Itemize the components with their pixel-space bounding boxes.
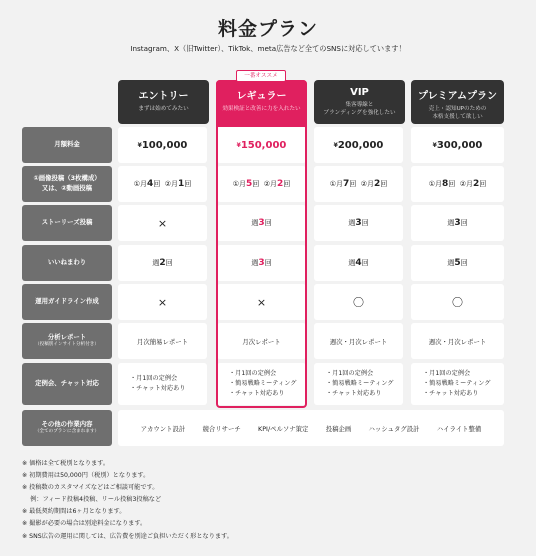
plan-name: レギュラー bbox=[236, 91, 287, 102]
plan-header-premium bbox=[411, 80, 504, 124]
plan-desc: 売上・認知UPのための 本格支援して欲しい bbox=[428, 106, 487, 121]
guideline-cell: × bbox=[217, 284, 306, 320]
plan-name: VIP bbox=[350, 87, 369, 98]
row-label-posts: ①画像投稿（3枚構成） 又は、②動画投稿 bbox=[22, 166, 112, 202]
plan-name: プレミアムプラン bbox=[418, 91, 497, 102]
plan-header-entry bbox=[118, 80, 209, 124]
likes-cell: 週3回 bbox=[217, 245, 306, 281]
guideline-cell: 〇 bbox=[314, 284, 403, 320]
posts-cell: ①月4回 ②月1回 bbox=[118, 166, 207, 202]
other-tasks-box bbox=[118, 410, 504, 446]
row-label-report: 分析レポート （投稿別インサイト分析付き） bbox=[22, 323, 112, 359]
posts-cell: ①月5回 ②月2回 bbox=[217, 166, 306, 202]
meeting-cell: ・月1回の定例会 ・簡易戦略ミーティング ・チャット対応あり bbox=[314, 363, 403, 405]
row-label-likes: いいねまわり bbox=[22, 245, 112, 281]
other-task: 競合リサーチ bbox=[202, 424, 241, 433]
note-line: ※ 投稿数のカスタマイズなどはご相談可能です。 bbox=[22, 484, 159, 492]
note-line: ※ 撮影が必要の場合は別途料金になります。 bbox=[22, 520, 147, 528]
row-label-other: その他の作業内容 （全てのプランに含まれます） bbox=[22, 410, 112, 446]
note-line: ※ SNS広告の運用に関しては、広告費を別途ご負担いただく形となります。 bbox=[22, 532, 233, 540]
note-line: ※ 最低契約期間は6ヶ月となります。 bbox=[22, 508, 126, 516]
likes-cell: 週4回 bbox=[314, 245, 403, 281]
plan-desc: 効果検証と改善に力を入れたい bbox=[222, 106, 301, 112]
note-line: ※ 価格は全て税別となります。 bbox=[22, 460, 110, 467]
stories-cell: 週3回 bbox=[411, 205, 504, 241]
row-label-price: 月額料金 bbox=[22, 127, 112, 163]
note-line: ※ 初期費用は50,000円（税別）となります。 bbox=[22, 472, 150, 480]
stories-cell: × bbox=[118, 205, 207, 241]
other-task: アカウント設計 bbox=[140, 424, 186, 433]
report-cell: 月次簡易レポート bbox=[118, 323, 207, 359]
recommended-badge: 一番オススメ bbox=[236, 70, 286, 82]
meeting-cell: ・月1回の定例会 ・簡易戦略ミーティング ・チャット対応あり bbox=[411, 363, 504, 405]
posts-cell: ①月7回 ②月2回 bbox=[314, 166, 403, 202]
page-subtitle: Instagram、X（旧Twitter）、TikTok、meta広告など全てのSNSに対応しています！ bbox=[130, 44, 406, 53]
notes bbox=[22, 458, 233, 543]
likes-cell: 週2回 bbox=[118, 245, 207, 281]
meeting-cell: ・月1回の定例会 ・チャット対応あり bbox=[118, 363, 207, 405]
meeting-cell: ・月1回の定例会 ・簡易戦略ミーティング ・チャット対応あり bbox=[217, 363, 306, 405]
row-label-guideline: 運用ガイドライン作成 bbox=[22, 284, 112, 320]
plan-header-vip bbox=[314, 80, 405, 124]
stories-cell: 週3回 bbox=[314, 205, 403, 241]
price-cell: ¥ 100,000 bbox=[118, 127, 207, 163]
other-task: ハッシュタグ設計 bbox=[368, 424, 420, 433]
likes-cell: 週5回 bbox=[411, 245, 504, 281]
guideline-cell: × bbox=[118, 284, 207, 320]
guideline-cell: 〇 bbox=[411, 284, 504, 320]
stories-cell: 週3回 bbox=[217, 205, 306, 241]
price-cell: ¥ 300,000 bbox=[411, 127, 504, 163]
other-task: KPI/ペルソナ策定 bbox=[258, 424, 309, 433]
posts-cell: ①月8回 ②月2回 bbox=[411, 166, 504, 202]
report-cell: 週次・月次レポート bbox=[411, 323, 504, 359]
page-title: 料金プラン bbox=[217, 18, 318, 40]
plan-desc: まずは始めてみたい bbox=[138, 106, 189, 112]
report-cell: 週次・月次レポート bbox=[314, 323, 403, 359]
row-label-stories: ストーリーズ投稿 bbox=[22, 205, 112, 241]
report-cell: 月次レポート bbox=[217, 323, 306, 359]
price-cell: ¥ 200,000 bbox=[314, 127, 403, 163]
plan-desc: 集客導線と ブランディングを強化したい bbox=[323, 102, 396, 117]
row-label-meeting: 定例会、チャット対応 bbox=[22, 363, 112, 405]
plan-header-regular bbox=[216, 80, 307, 127]
plan-name: エントリー bbox=[138, 91, 189, 102]
note-line: 例：フィード投稿4投稿、リール投稿3投稿など bbox=[22, 496, 162, 504]
other-task: ハイライト整備 bbox=[436, 424, 482, 433]
other-task: 投稿企画 bbox=[325, 424, 352, 433]
price-cell: ¥ 150,000 bbox=[217, 127, 306, 163]
